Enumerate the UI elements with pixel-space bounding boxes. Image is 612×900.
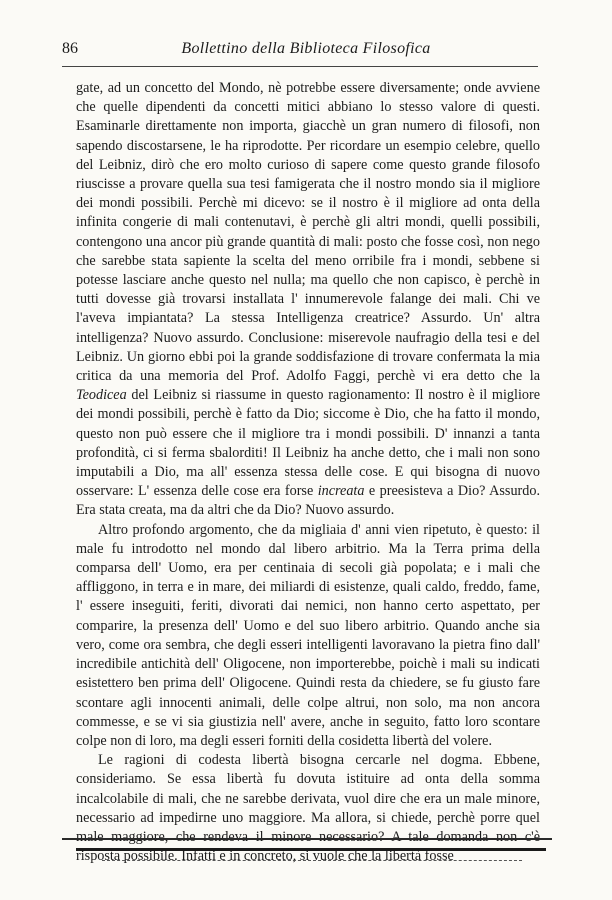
page-header	[60, 38, 552, 62]
header-rule	[62, 66, 538, 67]
text-span: Altro profondo argomento, che da migliaia d' anni vien ripetuto, è questo: il male fu introdotto nel mondo dal libero arbitrio. Ma la Terra prima della comparsa dell' Uomo, era per centinaia di secoli già popolata; e i mali che affliggono, in terra e in mare, dei miliardi di esistenze, quali caldo, freddo, fame, l' essere inseguiti, feriti, divorati dai nemici, non hanno certo aspettato, per comparire, la presenza dell' Uomo e del suo libero arbitrio. Quando anche sia vero, come ora sembra, che degli esseri intelligenti lavoravano la pietra fino dall' incredibile antichità dell' Oligocene, non importerebbe, poichè i mali su indicati esistettero ben prima dell' Oligocene. Quindi resta da chiedere, se fu giusto fare scontare agli innocenti animali, delle colpe altrui, non solo, ma non ancora commesse, e se vi sia giustizia nell' avere, anche in seguito, fatto loro scontare colpe non di loro, ma degli esseri forniti della cosidetta libertà del volere.	[76, 521, 540, 749]
footer-decorative-lines	[62, 838, 552, 878]
italic-term: Teodicea	[76, 387, 127, 404]
text-span: gate, ad un concetto del Mondo, nè potrebbe essere diversamente; onde avviene che quelle dipendenti da concetti mitici abbiano lo stesso valore di questi. Esaminarle direttamente non importa, giacchè un gran numero di filosofi, non sapendo discostarsene, le ha riprodotte. Per ricordare un esempio celebre, quello del Leibniz, dirò che ero molto curioso di sapere come questo grande filosofo riuscisse a provare quella sua tesi famigerata che il nostro mondo sia il migliore dei mondi possibili. Perchè mi dicevo: se il nostro è il migliore ad onta della infinita congerie di mali contenutavi, è perchè gli altri mondi, quelli possibili, contengono una ancor più grande quantità di mali: posto che fosse così, non nego che sarebbe stata sapiente la scelta del meno orribile fra i mondi, sebbene si potesse lasciare anche questo nel nulla; ma quello che non capisco, è perchè in tutti dovesse già trovarsi installata l' innumerevole falange dei mali. Chi ve l'aveva impiantata? La stessa Intelligenza creatrice? Assurdo. Un' altra intelligenza? Nuovo assurdo. Conclusione: miserevole naufragio della tesi e del Leibniz. Un giorno ebbi poi la grande soddisfazione di trovare confermata la mia critica da una memoria del Prof. Adolfo Faggi, perchè vi era detto che la	[76, 80, 540, 385]
text-span: Le ragioni di codesta libertà bisogna cercarle nel dogma. Ebbene, consideriamo. Se essa libertà fu dovuta istituire ad onta della somma incalcolabile di mali, che ne sarebbe derivata, vuol dire che era un male minore, necessario ad impedirne uno maggiore. Ma allora, si chiede, perchè porre quel male maggiore, che rendeva il minore necessario? A tale domanda non c'è risposta possibile. Infatti e in concreto, si vuole che la libertà fosse	[76, 752, 540, 865]
text-span: del Leibniz si riassume in questo ragionamento: Il nostro è il migliore dei mondi possibili, perchè è fatto da Dio; siccome è Dio, che ha fatto il mondo, questo non può essere che il migliore tra i mondi possibili. D' innanzi a tanta profondità, ci si ferma sbalorditi! Il Leibniz ha anche detto, che i mali non sono imputabili a Dio, ma all' essenza stessa delle cose. E qui bisogna di nuovo osservare: L' essenza delle cose era forse	[76, 387, 540, 500]
page-number: 86	[62, 40, 78, 57]
paragraph	[76, 79, 540, 521]
body-text	[76, 79, 540, 866]
footer-line	[62, 838, 552, 840]
italic-term: increata	[317, 483, 365, 500]
text-span: e preesisteva a Dio? Assurdo. Era stata creata, ma da altri che da Dio? Nuovo assurdo.	[76, 483, 540, 519]
running-title: Bollettino della Biblioteca Filosofica	[181, 40, 431, 57]
paragraph	[76, 521, 540, 751]
footer-line	[76, 848, 546, 851]
footer-line	[102, 860, 522, 861]
